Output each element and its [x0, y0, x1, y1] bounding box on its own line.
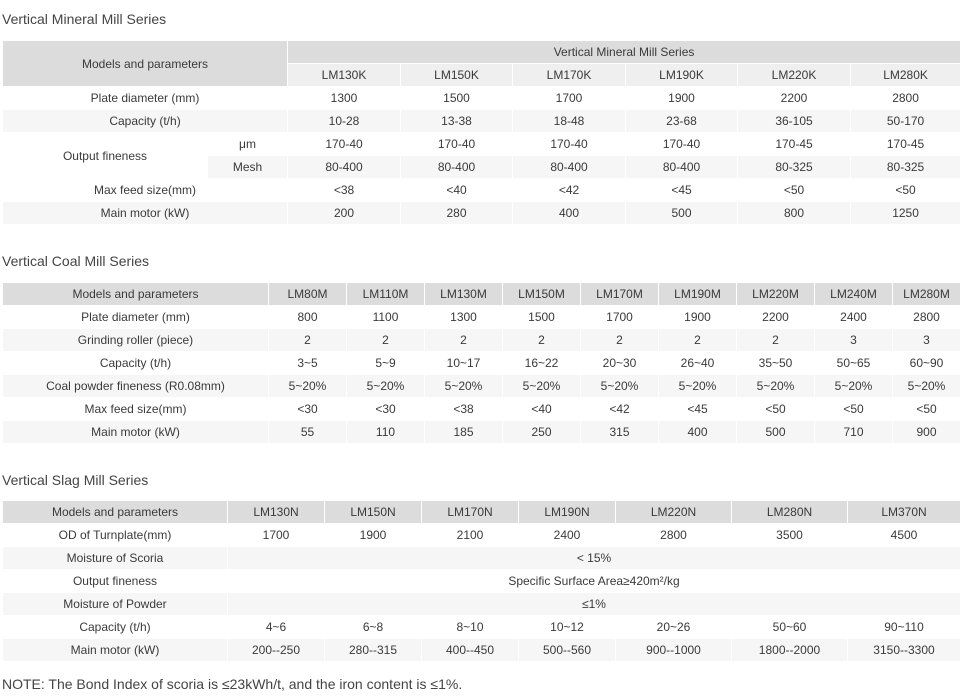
model-header: LM170M	[581, 283, 659, 306]
table-cell: 3	[893, 329, 960, 352]
table-cell: 5~20%	[581, 375, 659, 398]
table-cell: 5~20%	[815, 375, 893, 398]
group-header: Vertical Mineral Mill Series	[288, 41, 960, 64]
table-cell: 10~12	[519, 616, 616, 639]
table-cell: <42	[581, 398, 659, 421]
row-sublabel: μm	[208, 133, 288, 156]
table-cell: 23-68	[626, 110, 738, 133]
slag-section-title: Vertical Slag Mill Series	[2, 472, 149, 488]
table-cell: 500--560	[519, 639, 616, 662]
table-cell: 2	[581, 329, 659, 352]
table-cell: <45	[659, 398, 737, 421]
table-cell: 500	[737, 421, 815, 444]
table-cell: 10~17	[425, 352, 503, 375]
row-label: Main motor (kW)	[3, 639, 228, 662]
table-row	[3, 179, 960, 202]
table-cell: 3150--3300	[848, 639, 960, 662]
table-cell: 1500	[503, 306, 581, 329]
table-cell: 1300	[425, 306, 503, 329]
model-header: LM220M	[737, 283, 815, 306]
table-cell: 2	[737, 329, 815, 352]
table-cell: 55	[269, 421, 347, 444]
table-cell: 2800	[893, 306, 960, 329]
table-row	[3, 87, 960, 110]
table-cell: 5~20%	[347, 375, 425, 398]
corner-header: Models and parameters	[3, 501, 228, 524]
table-cell: 170-40	[513, 133, 626, 156]
table-cell: Specific Surface Area≥420m²/kg	[228, 570, 960, 593]
table-cell: 170-40	[288, 133, 401, 156]
table-cell: 170-40	[626, 133, 738, 156]
model-header: LM170N	[422, 501, 519, 524]
table-cell: 900--1000	[616, 639, 732, 662]
row-label: Grinding roller (piece)	[3, 329, 269, 352]
table-cell: 2	[425, 329, 503, 352]
table-cell: 50~65	[815, 352, 893, 375]
table-cell: 5~20%	[269, 375, 347, 398]
table-cell: 200	[288, 202, 401, 225]
row-label: Output fineness	[3, 133, 208, 179]
row-label: Plate diameter (mm)	[3, 306, 269, 329]
coal-section-title: Vertical Coal Mill Series	[2, 253, 150, 269]
row-label: Max feed size(mm)	[3, 179, 288, 202]
table-row	[3, 524, 960, 547]
table-cell: 5~20%	[893, 375, 960, 398]
table-cell: 1100	[347, 306, 425, 329]
table-cell: 1250	[851, 202, 960, 225]
table-cell: 16~22	[503, 352, 581, 375]
table-cell: 280	[401, 202, 513, 225]
table-cell: 50~60	[732, 616, 848, 639]
table-cell: 1900	[626, 87, 738, 110]
model-header: LM150K	[401, 64, 513, 87]
table-cell: <50	[738, 179, 851, 202]
table-cell: 6~8	[325, 616, 422, 639]
model-header: LM280M	[893, 283, 960, 306]
table-row	[3, 398, 960, 421]
table-cell: 2200	[738, 87, 851, 110]
mineral-section-title: Vertical Mineral Mill Series	[2, 11, 167, 27]
table-cell: <30	[347, 398, 425, 421]
row-label: Capacity (t/h)	[3, 110, 288, 133]
table-cell: 1300	[288, 87, 401, 110]
table-cell: 20~30	[581, 352, 659, 375]
table-cell: 185	[425, 421, 503, 444]
table-cell: 80-325	[851, 156, 960, 179]
table-cell: 3~5	[269, 352, 347, 375]
table-cell: <40	[503, 398, 581, 421]
table-cell: 2800	[616, 524, 732, 547]
row-label: Max feed size(mm)	[3, 398, 269, 421]
row-label: OD of Turnplate(mm)	[3, 524, 228, 547]
table-cell: 170-40	[401, 133, 513, 156]
table-cell: 1900	[325, 524, 422, 547]
model-header: LM150N	[325, 501, 422, 524]
row-label: Coal powder fineness (R0.08mm)	[3, 375, 269, 398]
table-cell: <50	[893, 398, 960, 421]
table-cell: 10-28	[288, 110, 401, 133]
table-cell: 800	[269, 306, 347, 329]
table-cell: 280--315	[325, 639, 422, 662]
table-cell: 1700	[581, 306, 659, 329]
table-cell: 1900	[659, 306, 737, 329]
model-header-row	[3, 501, 960, 524]
table-cell: <50	[815, 398, 893, 421]
table-row	[3, 421, 960, 444]
table-row	[3, 306, 960, 329]
table-row	[3, 639, 960, 662]
table-cell: 50-170	[851, 110, 960, 133]
table-cell: 90~110	[848, 616, 960, 639]
model-header: LM80M	[269, 283, 347, 306]
table-cell: <30	[269, 398, 347, 421]
table-cell: 800	[738, 202, 851, 225]
model-header: LM130K	[288, 64, 401, 87]
table-row	[3, 110, 960, 133]
table-cell: 2800	[851, 87, 960, 110]
table-row	[3, 593, 960, 616]
table-cell: 36-105	[738, 110, 851, 133]
table-cell: 170-45	[738, 133, 851, 156]
table-cell: 400	[659, 421, 737, 444]
model-header: LM370N	[848, 501, 960, 524]
table-row	[3, 202, 960, 225]
table-cell: ≤1%	[228, 593, 960, 616]
table-cell: <50	[851, 179, 960, 202]
model-header: LM130M	[425, 283, 503, 306]
row-label: Main motor (kW)	[3, 421, 269, 444]
table-cell: 35~50	[737, 352, 815, 375]
table-row	[3, 547, 960, 570]
corner-header: Models and parameters	[3, 283, 269, 306]
model-header: LM170K	[513, 64, 626, 87]
coal-mill-table	[2, 282, 960, 444]
table-cell: 2100	[422, 524, 519, 547]
table-row	[3, 352, 960, 375]
table-cell: 2400	[815, 306, 893, 329]
table-cell: 1700	[513, 87, 626, 110]
row-sublabel: Mesh	[208, 156, 288, 179]
row-label: Moisture of Scoria	[3, 547, 228, 570]
table-cell: 2200	[737, 306, 815, 329]
table-cell: 5~20%	[425, 375, 503, 398]
table-cell: 170-45	[851, 133, 960, 156]
table-row	[3, 133, 960, 156]
mineral-mill-table	[2, 40, 960, 225]
footnote: NOTE: The Bond Index of scoria is ≤23kWh/t, and the iron content is ≤1%.	[2, 676, 463, 692]
table-cell: <40	[401, 179, 513, 202]
table-cell: 400--450	[422, 639, 519, 662]
model-header: LM130N	[228, 501, 325, 524]
table-cell: 18-48	[513, 110, 626, 133]
model-header: LM190N	[519, 501, 616, 524]
table-cell: 5~20%	[503, 375, 581, 398]
table-cell: <45	[626, 179, 738, 202]
table-cell: 5~20%	[737, 375, 815, 398]
table-cell: 80-325	[738, 156, 851, 179]
table-cell: 1700	[228, 524, 325, 547]
row-label: Plate diameter (mm)	[3, 87, 288, 110]
model-header: LM220N	[616, 501, 732, 524]
model-header-row	[3, 283, 960, 306]
table-cell: 20~26	[616, 616, 732, 639]
model-header: LM280K	[851, 64, 960, 87]
table-cell: 315	[581, 421, 659, 444]
row-label: Moisture of Powder	[3, 593, 228, 616]
model-header: LM110M	[347, 283, 425, 306]
table-cell: 26~40	[659, 352, 737, 375]
table-cell: <42	[513, 179, 626, 202]
table-row	[3, 570, 960, 593]
table-cell: 900	[893, 421, 960, 444]
table-cell: 2400	[519, 524, 616, 547]
table-cell: 4500	[848, 524, 960, 547]
row-label: Output fineness	[3, 570, 228, 593]
table-cell: 80-400	[626, 156, 738, 179]
model-header: LM240M	[815, 283, 893, 306]
model-header: LM150M	[503, 283, 581, 306]
table-row	[3, 616, 960, 639]
table-cell: <38	[425, 398, 503, 421]
table-cell: 8~10	[422, 616, 519, 639]
row-label: Main motor (kW)	[3, 202, 288, 225]
table-cell: 3500	[732, 524, 848, 547]
table-cell: 500	[626, 202, 738, 225]
table-cell: 2	[269, 329, 347, 352]
table-cell: 60~90	[893, 352, 960, 375]
table-cell: 2	[503, 329, 581, 352]
table-cell: 200--250	[228, 639, 325, 662]
table-cell: 250	[503, 421, 581, 444]
corner-header: Models and parameters	[3, 41, 288, 87]
table-cell: 1500	[401, 87, 513, 110]
model-header: LM280N	[732, 501, 848, 524]
table-cell: 3	[815, 329, 893, 352]
table-cell: 80-400	[401, 156, 513, 179]
table-cell: 5~20%	[659, 375, 737, 398]
table-cell: <38	[288, 179, 401, 202]
table-cell: 400	[513, 202, 626, 225]
row-label: Capacity (t/h)	[3, 616, 228, 639]
row-label: Capacity (t/h)	[3, 352, 269, 375]
table-cell: <50	[737, 398, 815, 421]
table-cell: 1800--2000	[732, 639, 848, 662]
table-cell: 80-400	[513, 156, 626, 179]
slag-mill-table	[2, 500, 960, 662]
table-cell: 2	[659, 329, 737, 352]
table-cell: < 15%	[228, 547, 960, 570]
table-cell: 2	[347, 329, 425, 352]
table-row	[3, 375, 960, 398]
table-cell: 13-38	[401, 110, 513, 133]
model-header: LM190K	[626, 64, 738, 87]
model-header: LM190M	[659, 283, 737, 306]
table-cell: 5~9	[347, 352, 425, 375]
table-cell: 110	[347, 421, 425, 444]
table-cell: 4~6	[228, 616, 325, 639]
model-header: LM220K	[738, 64, 851, 87]
table-row	[3, 329, 960, 352]
table-cell: 80-400	[288, 156, 401, 179]
table-cell: 710	[815, 421, 893, 444]
